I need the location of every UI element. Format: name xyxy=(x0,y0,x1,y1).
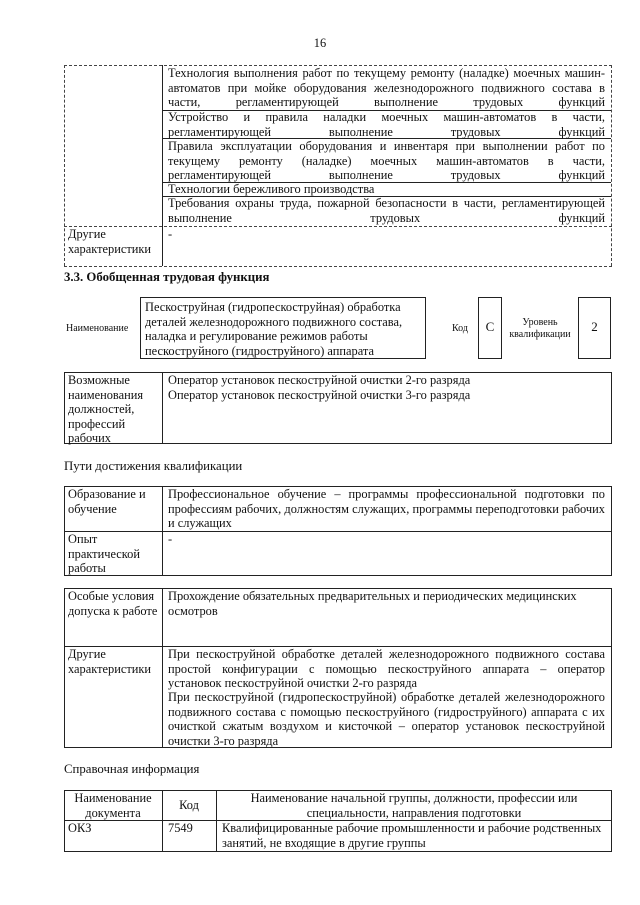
other-characteristics-label: Другие характеристики xyxy=(68,227,152,256)
code-value: С xyxy=(485,319,495,334)
knowledge-item: Технология выполнения работ по текущему ремонту (наладке) моечных машин-автоматов при мойке оборудования железнодорожного подвижного состава в части, регламентирующей выполнение трудовых функций xyxy=(168,66,605,110)
position-item: Оператор установок пескоструйной очистки 3-го разряда xyxy=(168,388,471,402)
special-conditions-label: Особые условия допуска к работе xyxy=(68,589,158,618)
name-value: Пескоструйная (гидропескоструйная) обработка деталей железнодорожного подвижного состава, наладка и регулирование режимов работы пескоструйного (гидроструйного) аппарата xyxy=(145,300,403,358)
code-label: Код xyxy=(452,323,468,334)
reference-header-doc: Наименование документа xyxy=(74,791,152,820)
section-heading: 3.3. Обобщенная трудовая функция xyxy=(64,270,270,284)
top-table-border-left xyxy=(64,65,65,266)
name-label: Наименование xyxy=(66,323,129,334)
top-table-col-divider xyxy=(162,65,163,266)
education-label: Образование и обучение xyxy=(68,487,146,516)
reference-cell-doc: ОКЗ xyxy=(68,821,92,835)
experience-value: - xyxy=(168,532,173,546)
conditions-col-divider xyxy=(162,588,163,748)
positions-col-divider xyxy=(162,372,163,444)
top-table-border-bottom xyxy=(64,266,612,267)
knowledge-item: Технологии бережливого производства xyxy=(168,182,375,196)
positions-label: Возможные наименования должностей, профессий рабочих xyxy=(68,373,144,446)
knowledge-item: Правила эксплуатации оборудования и инвентаря при выполнении работ по текущему ремонту (наладке) моечных машин-автоматов в части, регламентирующей выполнение трудовых функций xyxy=(168,139,605,183)
special-conditions-value: Прохождение обязательных предварительных и периодических медицинских осмотров xyxy=(168,589,577,618)
knowledge-item: Требования охраны труда, пожарной безопасности в части, регламентирующей выполнение трудовых функций xyxy=(168,196,605,225)
reference-col-divider xyxy=(216,790,217,852)
page-number: 16 xyxy=(313,36,327,50)
reference-header-code: Код xyxy=(179,798,199,812)
level-value: 2 xyxy=(591,319,598,334)
experience-label: Опыт практической работы xyxy=(68,532,140,576)
reference-cell-name: Квалифицированные рабочие промышленности и рабочие родственных занятий, не входящие в другие группы xyxy=(222,821,602,850)
reference-header-name: Наименование начальной группы, должности, профессии или специальности, направления подготовки xyxy=(250,791,578,820)
top-table-border-right xyxy=(611,65,612,266)
education-value: Профессиональное обучение – программы профессиональной подготовки по профессиям рабочих, должностям служащих, программы переподготовки рабочих и служащих xyxy=(168,487,605,531)
other-characteristics-paragraph: При пескоструйной обработке деталей железнодорожного подвижного состава простой конфигурации с помощью пескоструйного аппарата – оператор установок пескоструйной очистки 2-го разряда xyxy=(168,647,605,691)
other-characteristics-value: - xyxy=(168,227,173,241)
qualification-title: Пути достижения квалификации xyxy=(64,459,243,473)
reference-cell-code: 7549 xyxy=(168,821,193,835)
other-characteristics-paragraph: При пескоструйной (гидропескоструйной) обработке деталей железнодорожного подвижного состава с помощью пескоструйного (гидроструйного) аппарата с их очисткой сжатым воздухом и кисточкой – оператор установок пескоструйной очистки 3-го разряда xyxy=(168,690,605,748)
knowledge-item: Устройство и правила наладки моечных машин-автоматов в части, регламентирующей выполнение трудовых функций xyxy=(168,110,605,139)
level-label: Уровень квалификации xyxy=(509,317,571,340)
other-characteristics-label: Другие характеристики xyxy=(68,647,152,676)
position-item: Оператор установок пескоструйной очистки 2-го разряда xyxy=(168,373,471,387)
reference-title: Справочная информация xyxy=(64,762,200,776)
